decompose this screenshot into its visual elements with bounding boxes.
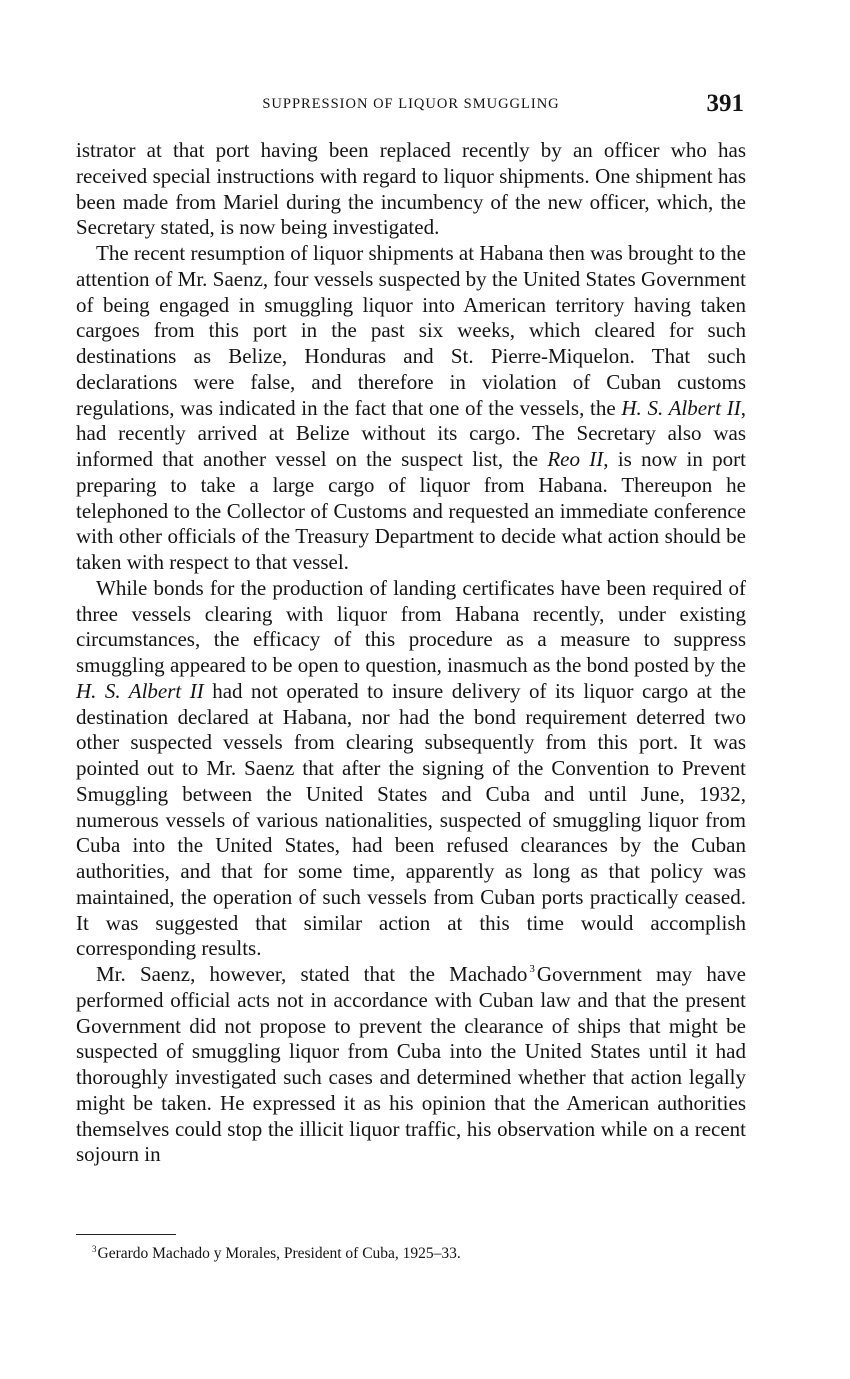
footnote-reference: 3 <box>529 963 535 975</box>
vessel-name-albert: H. S. Albert II <box>76 678 204 703</box>
vessel-name-albert: H. S. Albert II <box>621 395 741 420</box>
running-title: SUPPRESSION OF LIQUOR SMUGGLING <box>262 96 560 112</box>
footnote <box>92 1244 732 1264</box>
paragraph-text: , had recently arrived at Belize without its cargo. The Secretary also was informed that another vessel on the suspect list, the <box>76 395 746 471</box>
body-text <box>76 138 746 1168</box>
footnote-divider <box>76 1234 176 1235</box>
paragraph-bonds <box>76 576 746 962</box>
paragraph-continued: istrator at that port having been replaced recently by an officer who has received special instructions with regard to liquor shipments. One shipment has been made from Mariel during the incumbency of the new officer, which, the Secretary stated, is now being investigated. <box>76 138 746 240</box>
paragraph-text: While bonds for the production of landing certificates have been required of three vessels clearing with liquor from Habana recently, under existing circumstances, the efficacy of this procedure as a measure to suppress smuggling appeared to be open to question, inasmuch as the bond posted by the <box>76 575 746 677</box>
paragraph-habana-shipments <box>76 241 746 576</box>
paragraph-text: The recent resumption of liquor shipments at Habana then was brought to the attention of Mr. Saenz, four vessels suspected by the United States Government of being engaged in smuggling liquor into American territory having taken cargoes from this port in the past six weeks, which cleared for such destinations as Belize, Honduras and St. Pierre-Miquelon. That such declarations were false, and therefore in violation of Cuban customs regulations, was indicated in the fact that one of the vessels, the <box>76 241 746 420</box>
paragraph-text: Mr. Saenz, however, stated that the Machado <box>96 962 528 986</box>
footnote-text: Gerardo Machado y Morales, President of Cuba, 1925–33. <box>97 1245 461 1262</box>
page-number: 391 <box>706 90 744 117</box>
footnote-marker: 3 <box>92 1244 97 1254</box>
paragraph-text: Government may have performed official acts not in accordance with Cuban law and that the present Government did not propose to prevent the clearance of ships that might be suspected of smuggling liquor from Cuba into the United States until it had thoroughly investigated such cases and determined whether that action legally might be taken. He expressed it as his opinion that the American authorities themselves could stop the illicit liquor traffic, his observation while on a recent sojourn in <box>76 962 746 1167</box>
running-head <box>76 90 746 122</box>
paragraph-text: , is now in port preparing to take a large cargo of liquor from Habana. Thereupon he telephoned to the Collector of Customs and requested an immediate conference with other officials of the Treasury Department to decide what action should be taken with respect to that vessel. <box>76 447 746 574</box>
paragraph-saenz-response <box>76 962 746 1168</box>
vessel-name-reo: Reo II <box>547 447 604 471</box>
paragraph-text: had not operated to insure delivery of its liquor cargo at the destination declared at Habana, nor had the bond requirement deterred two other suspected vessels from clearing subsequently from this port. It was pointed out to Mr. Saenz that after the signing of the Convention to Prevent Smuggling between the United States and Cuba and until June, 1932, numerous vessels of various nationalities, suspected of smuggling liquor from Cuba into the United States, had been refused clearances by the Cuban authorities, and that for some time, apparently as long as that policy was maintained, the operation of such vessels from Cuban ports practically ceased. It was suggested that similar action at this time would accomplish corresponding results. <box>76 678 746 961</box>
